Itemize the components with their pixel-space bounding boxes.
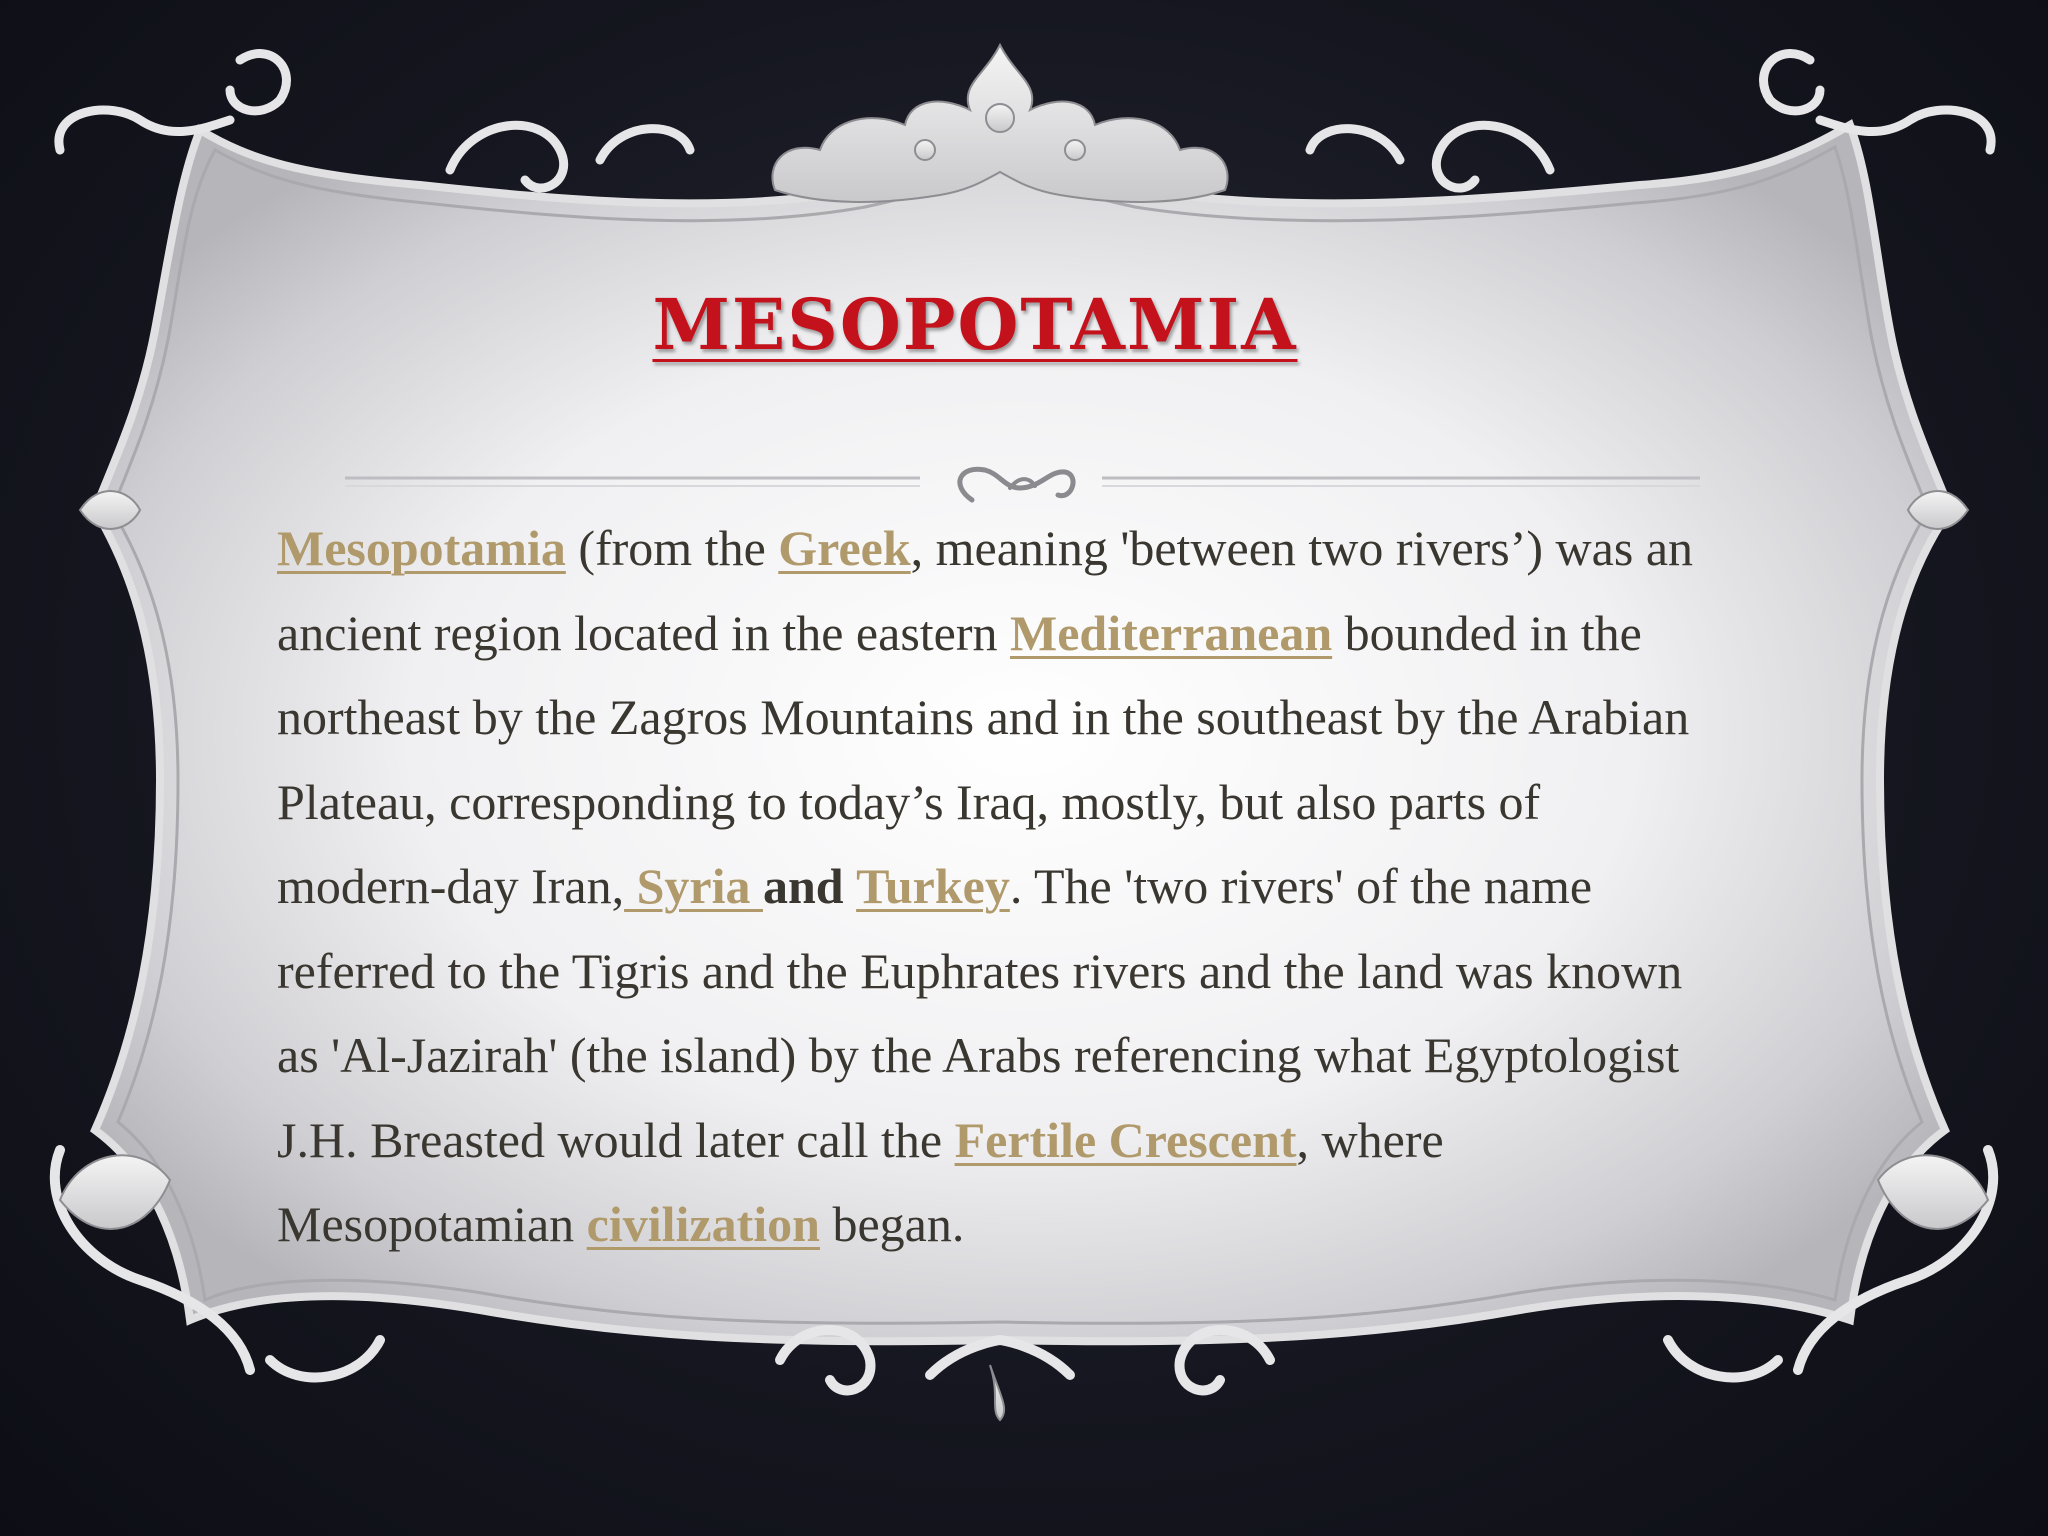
body-text-segment: bounded in the northeast by the Zagros Mountains and in the southeast by the Arabian Plateau, corresponding to today’s Iraq, mostly, but also parts of modern-day Iran, bbox=[277, 604, 1690, 914]
body-link[interactable]: Mediterranean bbox=[1010, 604, 1333, 661]
body-link[interactable]: Greek bbox=[778, 520, 911, 576]
body-text-segment: , meaning 'between two rivers’) was an ancient region located in the eastern bbox=[277, 520, 1694, 661]
body-link[interactable]: Syria bbox=[624, 858, 763, 914]
slide-title: MESOPOTAMIA bbox=[652, 283, 1298, 366]
body-link[interactable]: Mesopotamia bbox=[277, 520, 566, 576]
body-text-segment: and bbox=[762, 858, 844, 914]
body-text-segment: . The 'two rivers' of the name referred to the Tigris and the Euphrates rivers and the land was known as 'Al-Jazirah' (the island) by the Arabs referencing what Egyptologist J.H. Breasted would later call the bbox=[277, 858, 1683, 1168]
body-text-segment: began. bbox=[819, 1196, 965, 1252]
body-link[interactable]: Turkey bbox=[856, 858, 1010, 914]
body-link[interactable]: civilization bbox=[586, 1196, 820, 1252]
body-text-segment bbox=[844, 858, 857, 914]
body-text-segment: (from the bbox=[565, 520, 779, 576]
body-link[interactable]: Fertile Crescent bbox=[954, 1111, 1297, 1168]
body-paragraph bbox=[277, 506, 1697, 1267]
body-text-segment: , where Mesopotamian bbox=[277, 1111, 1444, 1252]
